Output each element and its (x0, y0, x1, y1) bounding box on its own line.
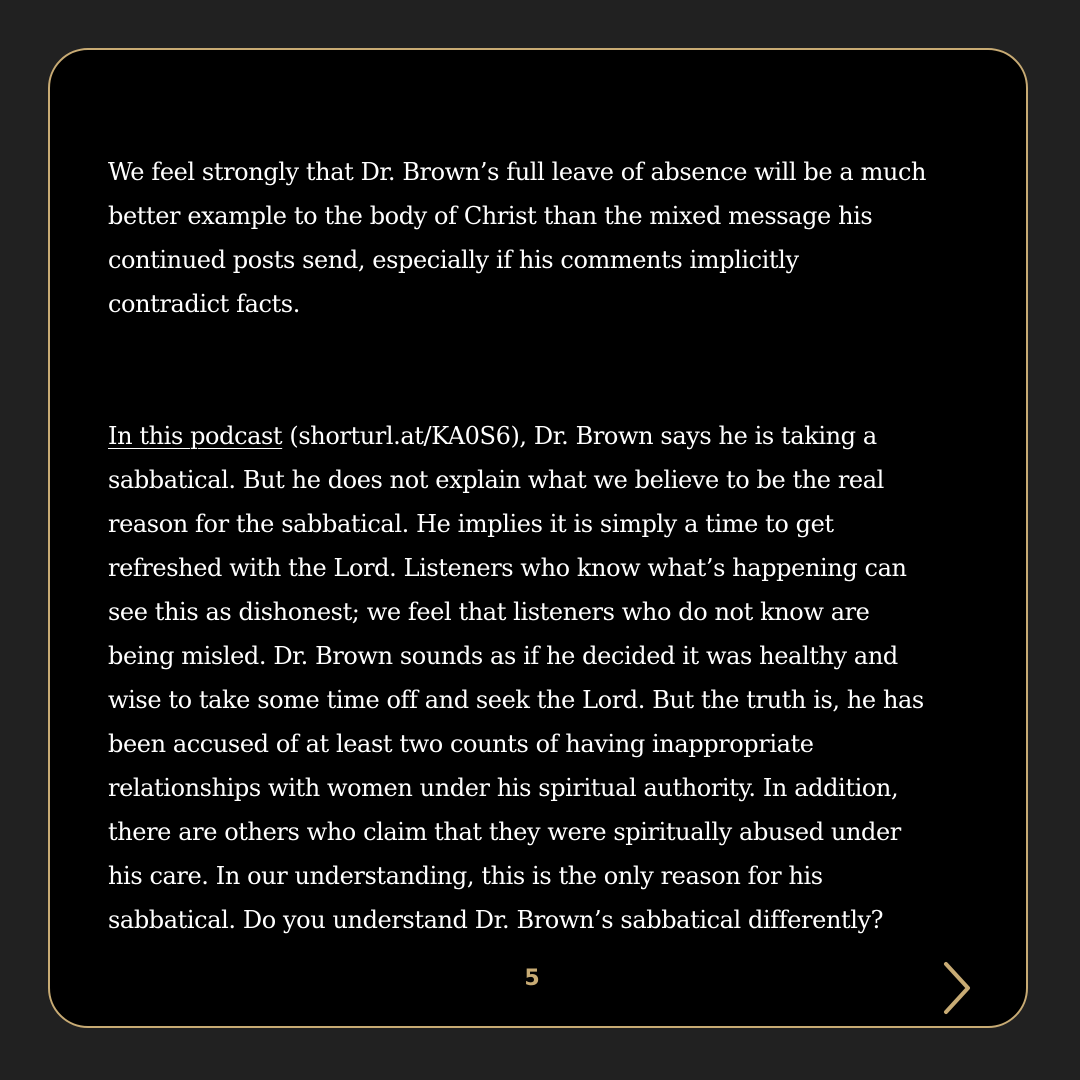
podcast-link[interactable]: In this podcast (108, 422, 283, 450)
chevron-right-icon[interactable] (938, 958, 978, 1018)
paragraph-2 (108, 414, 978, 942)
paragraph-2-text: (shorturl.at/KA0S6), Dr. Brown says he is taking a sabbatical. But he does not explain what we believe to be the real reason for the sabbatical. He implies it is simply a time to get refreshed with the Lord. Listeners who know what’s happening can see this as dishonest; we feel that listeners who do not know are being misled. Dr. Brown sounds as if he decided it was healthy and wise to take some time off and seek the Lord. But the truth is, he has been accused of at least two counts of having inappropriate relationships with women under his spiritual authority. In addition, there are others who claim that they were spiritually abused under his care. In our understanding, this is the only reason for his sabbatical. Do you understand Dr. Brown’s sabbatical differently? (108, 422, 924, 934)
slide-card (48, 48, 1028, 1028)
paragraph-1: We feel strongly that Dr. Brown’s full leave of absence will be a much better example to the body of Christ than the mixed message his continued posts send, especially if his comments implicitly contradict facts. (108, 158, 927, 318)
page-number: 5 (524, 966, 540, 991)
slide-body (108, 106, 978, 986)
